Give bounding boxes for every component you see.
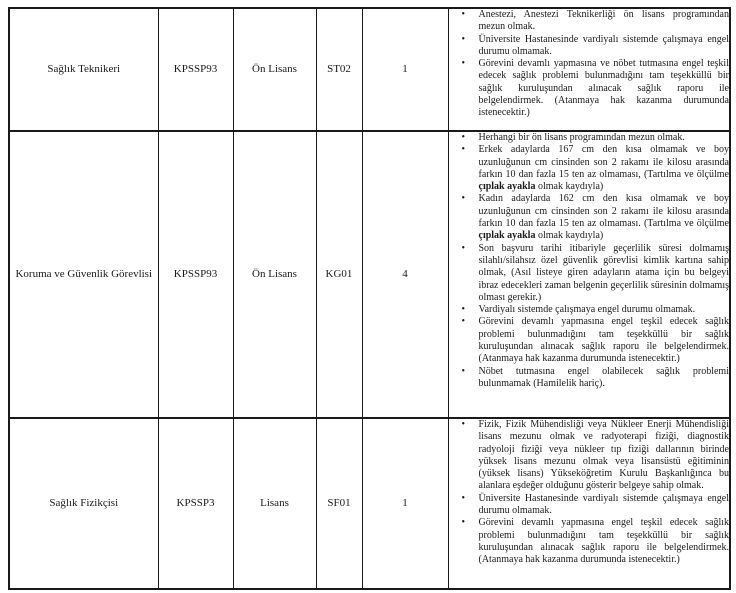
requirement-text: Erkek adaylarda 167 cm den kısa olmamak ve boy uzunluğunun cm cinsinden son 2 rakamı ile kilosu arasında farkın 10 dan fazla 15 ten az olmaması, (Tartılma ve ölçülme	[478, 144, 729, 180]
requirement-text-bold: çıplak ayakla	[478, 181, 536, 193]
requirement-text: Herhangi bir ön lisans programından mezun olmak.	[478, 132, 685, 143]
kpss-score-type-cell: KPSSP93	[158, 131, 233, 418]
position-cell: Koruma ve Güvenlik Görevlisi	[9, 131, 158, 418]
requirement-item	[449, 193, 730, 242]
education-level-cell: Ön Lisans	[233, 131, 316, 418]
table-body	[9, 8, 730, 589]
requirement-text: Son başvuru tarihi itibariyle geçerlilik süresi dolmamış silahlı/silahsız özel güvenlik görevlisi kimlik kartına sahip olmak, (Asıl listeye giren adayların atama için bu belgeyi ibraz edecekleri zaman belgenin geçerlilik süresinin dolmamış olması gerekir.)	[478, 242, 729, 303]
position-cell: Sağlık Fizikçisi	[9, 418, 158, 589]
requirement-text: Görevini devamlı yapmasına engel teşkil edecek sağlık problemi bulunmadığını tam teşekküllü bir sağlık kuruluşundan alınacak sağlık raporu ile belgelendirmek. (Atanmaya hak kazanma durumunda istenecektir.)	[478, 316, 729, 365]
bullet-icon: •	[461, 492, 466, 504]
requirement-item	[449, 419, 730, 493]
requirement-item	[449, 316, 730, 365]
bullet-icon: •	[461, 58, 466, 70]
education-level-cell: Ön Lisans	[233, 8, 316, 131]
position-code-cell: ST02	[316, 8, 362, 131]
requirement-item	[449, 34, 730, 59]
requirement-item	[449, 243, 730, 304]
requirement-item	[449, 493, 730, 518]
requirement-text: Görevini devamlı yapmasına ve nöbet tutmasına engel teşkil edecek sağlık problemi bulunmadığını tam teşekküllü bir sağlık kuruluşundan alınacak sağlık raporu ile belgelendirmek. (Atanmaya hak kazanma durumunda istenecektir.)	[478, 58, 729, 119]
requirement-text: Fizik, Fizik Mühendisliği veya Nükleer Enerji Mühendisliği lisans mezunu olmak ve radyoterapi fiziği, diagnostik radyoloji fiziği veya nükleer tıp fiziği dallarının birinde yüksek lisans mezunu olmak veya lisansüstü eğitiminin (yüksek lisans) Yükseköğretim Kurulu Başkanlığınca bu alanlara eşdeğer olduğunu gösterir belgeye sahip olmak.	[478, 419, 729, 492]
bullet-icon: •	[461, 419, 466, 430]
bullet-icon: •	[461, 517, 466, 529]
position-cell: Sağlık Teknikeri	[9, 8, 158, 131]
bullet-icon: •	[461, 304, 466, 316]
requirements-cell	[448, 8, 730, 131]
requirement-text: Vardiyalı sistemde çalışmaya engel durumu olmamak.	[478, 304, 696, 316]
bullet-icon: •	[461, 316, 466, 328]
requirements-list	[449, 419, 730, 567]
bullet-icon: •	[461, 365, 466, 377]
position-code-cell: SF01	[316, 418, 362, 589]
requirements-cell	[448, 418, 730, 589]
kpss-score-type-cell: KPSSP3	[158, 418, 233, 589]
bullet-icon: •	[461, 9, 466, 20]
job-postings-table	[8, 7, 731, 590]
requirement-text-bold: çıplak ayakla	[478, 230, 536, 242]
requirement-item	[449, 9, 730, 34]
requirements-cell	[448, 131, 730, 418]
education-level-cell: Lisans	[233, 418, 316, 589]
bullet-icon: •	[461, 33, 466, 45]
bullet-icon: •	[461, 193, 466, 205]
requirement-text: Üniversite Hastanesinde vardiyalı sistemde çalışmaya engel durumu olmamak.	[478, 492, 729, 517]
table-row	[9, 8, 730, 131]
bullet-icon: •	[461, 132, 466, 143]
requirement-item	[449, 304, 730, 316]
bullet-icon: •	[461, 242, 466, 254]
requirement-item	[449, 517, 730, 566]
quota-cell: 1	[362, 8, 448, 131]
requirement-item	[449, 366, 730, 391]
requirement-text: Nöbet tutmasına engel olabilecek sağlık problemi bulunmamak (Hamilelik hariç).	[478, 365, 729, 389]
bullet-icon: •	[461, 144, 466, 156]
position-code-cell: KG01	[316, 131, 362, 418]
requirement-item	[449, 132, 730, 144]
quota-cell: 1	[362, 418, 448, 589]
requirement-text: olmak kaydıyla)	[535, 230, 604, 242]
requirement-item	[449, 58, 730, 119]
requirement-text: Üniversite Hastanesinde vardiyalı sistemde çalışmaya engel durumu olmamak.	[478, 33, 729, 57]
requirement-text: Görevini devamlı yapmasına engel teşkil edecek sağlık problemi bulunmadığını tam teşekküllü bir sağlık kuruluşundan alınacak sağlık raporu ile belgelendirmek. (Atanmaya hak kazanma durumunda istenecektir.)	[478, 517, 729, 566]
requirement-text: Kadın adaylarda 162 cm den kısa olmamak ve boy uzunluğunun cm cinsinden son 2 rakamı ile kilosu arasında farkın 10 dan fazla 15 ten az olmaması. (Tartılma ve ölçülme	[478, 193, 729, 230]
requirements-list	[449, 132, 730, 390]
table-row	[9, 418, 730, 589]
quota-cell: 4	[362, 131, 448, 418]
requirement-text: olmak kaydıyla)	[535, 181, 604, 193]
requirements-list	[449, 9, 730, 120]
requirement-item	[449, 144, 730, 193]
kpss-score-type-cell: KPSSP93	[158, 8, 233, 131]
table-row	[9, 131, 730, 418]
requirement-text: Anestezi, Anestezi Teknikerliği ön lisans programından mezun olmak.	[478, 9, 729, 33]
